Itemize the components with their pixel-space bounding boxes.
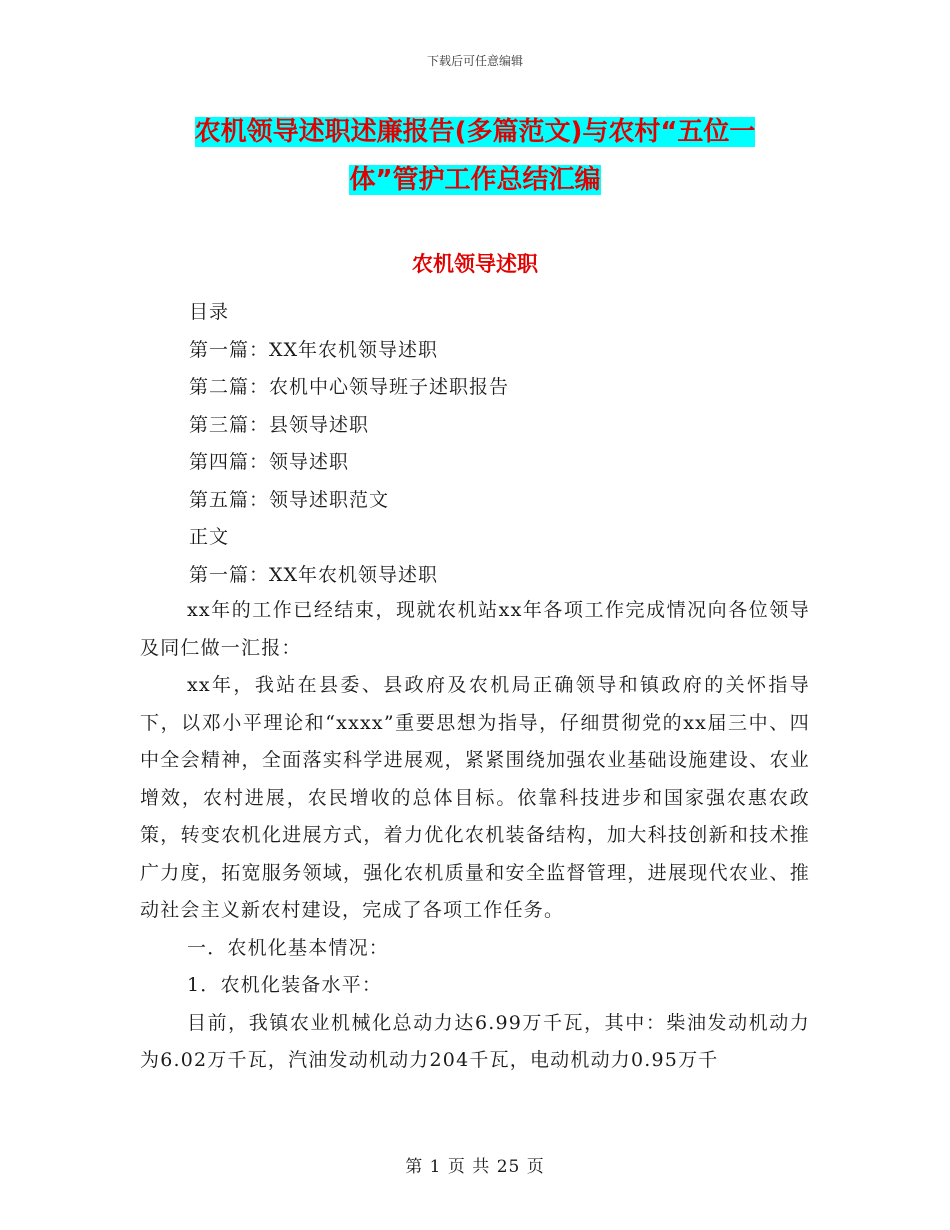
page-footer: 第 1 页 共 25 页 xyxy=(405,1157,545,1177)
toc-item: 第一篇：XX年农机领导述职 xyxy=(189,338,439,361)
paragraph: 目前，我镇农业机械化总动力达6.99万千瓦，其中：柴油发动机动力为6.02万千瓦，汽油发动机动力204千瓦，电动机动力0.95万千 xyxy=(140,1011,810,1071)
title-line-1: 农机领导述职述廉报告(多篇范文)与农村“五位一 xyxy=(194,117,756,147)
paragraph: xx年，我站在县委、县政府及农机局正确领导和镇政府的关怀指导下，以邓小平理论和“xxxx”重要思想为指导，仔细贯彻党的xx届三中、四中全会精神，全面落实科学进展观，紧紧围绕加强农业基础设施建设、农业增效，农村进展，农民增收的总体目标。依靠科技进步和国家强农惠农政策，转变农机化进展方式，着力优化农机装备结构，加大科技创新和技术推广力度，拓宽服务领域，强化农机质量和安全监督管理，进展现代农业、推动社会主义新农村建设，完成了各项工作任务。 xyxy=(140,674,810,921)
toc-item: 第一篇：XX年农机领导述职 xyxy=(189,563,439,586)
paragraph: xx年的工作已经结束，现就农机站xx年各项工作完成情况向各位领导及同仁做一汇报： xyxy=(140,599,810,659)
section-title: 农机领导述职 xyxy=(412,252,538,276)
table-of-contents xyxy=(189,294,509,594)
header-note: 下载后可任意编辑 xyxy=(426,54,523,68)
body-text xyxy=(140,592,810,1080)
document-title xyxy=(140,108,810,204)
toc-item: 第五篇：领导述职范文 xyxy=(189,488,390,511)
toc-item: 正文 xyxy=(189,526,230,548)
toc-item: 第三篇：县领导述职 xyxy=(189,413,370,436)
paragraph: 1．农机化装备水平： xyxy=(187,974,383,996)
paragraph: 一．农机化基本情况： xyxy=(187,936,390,959)
toc-item: 第二篇：农机中心领导班子述职报告 xyxy=(189,376,510,398)
toc-item: 目录 xyxy=(189,301,230,323)
toc-item: 第四篇：领导述职 xyxy=(189,451,350,473)
title-line-2: 体”管护工作总结汇编 xyxy=(349,165,601,195)
